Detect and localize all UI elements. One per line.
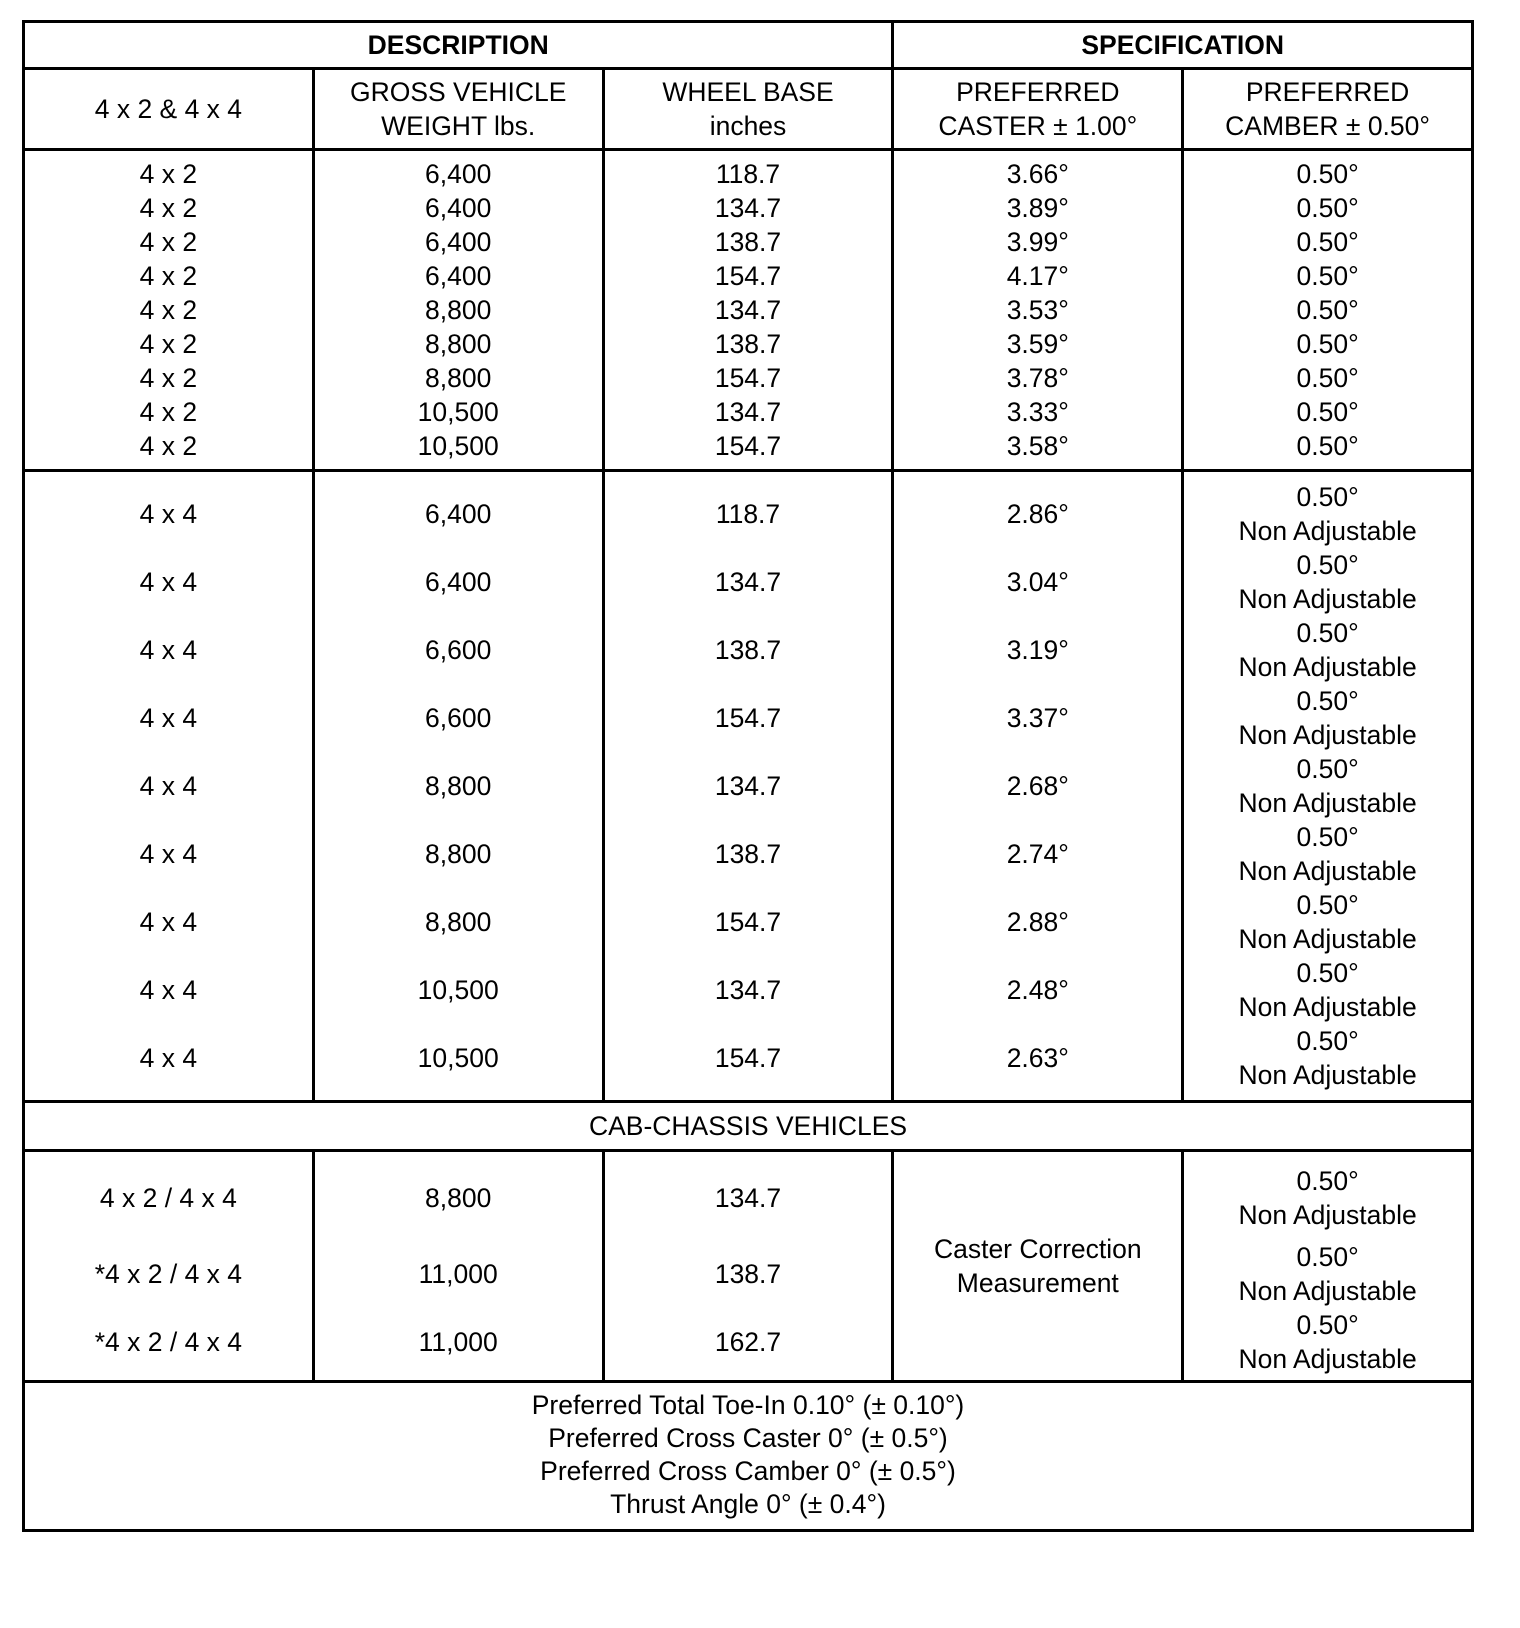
gvw-value: 6,400 (425, 159, 492, 189)
caster-value: 3.99° (1006, 227, 1069, 257)
wheelbase-header-line2: inches (709, 111, 787, 141)
gvw-value: 8,800 (425, 839, 492, 869)
drive-type-header (24, 69, 314, 150)
caster-value: 2.86° (1006, 499, 1069, 529)
gvw-value: 11,000 (418, 1259, 498, 1289)
gvw-value: 11,000 (418, 1327, 498, 1357)
camber-header-line2: CAMBER ± 0.50° (1225, 111, 1430, 141)
caster-value: 3.78° (1006, 363, 1069, 393)
wheelbase-value: 134.7 (714, 397, 782, 427)
alignment-spec-table (22, 20, 1474, 1532)
thrust-angle-note: Thrust Angle 0° (± 0.4°) (610, 1489, 886, 1519)
gvw-value: 6,400 (425, 261, 492, 291)
caster-cell (893, 150, 1183, 471)
camber-value: 0.50° (1296, 193, 1359, 223)
description-group-header: DESCRIPTION (24, 22, 893, 69)
camber-note: Non Adjustable (1238, 788, 1417, 818)
camber-entry (1184, 1024, 1471, 1092)
caster-value: 2.48° (1006, 975, 1069, 1005)
caster-value: 3.66° (1006, 159, 1069, 189)
wheelbase-value: 154.7 (714, 703, 782, 733)
gvw-value: 6,600 (425, 703, 492, 733)
wheelbase-value: 154.7 (714, 431, 782, 461)
caster-value: 2.88° (1006, 907, 1069, 937)
drive-type: 4 x 4 (139, 567, 198, 597)
gvw-header-line2: WEIGHT lbs. (381, 111, 536, 141)
wheelbase-cell (603, 150, 893, 471)
wheelbase-value: 134.7 (714, 771, 782, 801)
wheelbase-value: 134.7 (714, 295, 782, 325)
wheelbase-value: 154.7 (714, 907, 782, 937)
gvw-value: 8,800 (425, 329, 492, 359)
camber-value: 0.50° (1296, 261, 1359, 291)
caster-value: 4.17° (1006, 261, 1069, 291)
footer-notes (24, 1382, 1473, 1531)
caster-header-line1: PREFERRED (956, 77, 1120, 107)
camber-note: Non Adjustable (1238, 652, 1417, 682)
caster-value: 3.33° (1006, 397, 1069, 427)
drive-type: 4 x 2 (139, 397, 198, 427)
camber-value: 0.50° (1296, 227, 1359, 257)
camber-note: Non Adjustable (1238, 992, 1417, 1022)
wheelbase-value: 154.7 (714, 363, 782, 393)
wheelbase-header (603, 69, 893, 150)
caster-value: 3.37° (1006, 703, 1069, 733)
gvw-cell (313, 1151, 603, 1382)
drive-type: 4 x 2 (139, 363, 198, 393)
camber-note: Non Adjustable (1238, 516, 1417, 546)
caster-value: 3.89° (1006, 193, 1069, 223)
drive-type: 4 x 4 (139, 975, 198, 1005)
caster-header (893, 69, 1183, 150)
camber-value: 0.50° (1296, 329, 1359, 359)
camber-header (1183, 69, 1473, 150)
camber-value: 0.50° (1296, 1166, 1359, 1196)
drive-type-header-label: 4 x 2 & 4 x 4 (94, 94, 243, 124)
wheelbase-cell (603, 1151, 893, 1382)
drive-type: 4 x 2 / 4 x 4 (99, 1183, 237, 1213)
camber-entry (1184, 752, 1471, 820)
camber-value: 0.50° (1296, 159, 1359, 189)
drive-type: 4 x 2 (139, 261, 198, 291)
section-cab-chassis (24, 1151, 1473, 1382)
camber-value: 0.50° (1296, 686, 1359, 716)
wheelbase-value: 134.7 (714, 1183, 782, 1213)
drive-type: 4 x 2 (139, 295, 198, 325)
drive-type: *4 x 2 / 4 x 4 (94, 1327, 243, 1357)
group-header-row (24, 22, 1473, 69)
camber-value: 0.50° (1296, 1310, 1359, 1340)
camber-note: Non Adjustable (1238, 1060, 1417, 1090)
gvw-value: 10,500 (417, 431, 499, 461)
camber-cell (1183, 471, 1473, 1102)
drive-type-cell (24, 1151, 314, 1382)
camber-cell (1183, 1151, 1473, 1382)
drive-type: 4 x 4 (139, 635, 198, 665)
camber-value: 0.50° (1296, 822, 1359, 852)
drive-type: 4 x 2 (139, 431, 198, 461)
gvw-value: 8,800 (425, 771, 492, 801)
caster-header-line2: CASTER ± 1.00° (938, 111, 1138, 141)
camber-note: Non Adjustable (1238, 1200, 1417, 1230)
camber-value: 0.50° (1296, 618, 1359, 648)
gvw-header (313, 69, 603, 150)
camber-value: 0.50° (1296, 958, 1359, 988)
camber-entry (1184, 820, 1471, 888)
caster-value: 2.63° (1006, 1043, 1069, 1073)
camber-note: Non Adjustable (1238, 924, 1417, 954)
gvw-value: 8,800 (425, 1183, 492, 1213)
wheelbase-value: 118.7 (715, 159, 781, 189)
drive-type: *4 x 2 / 4 x 4 (94, 1259, 243, 1289)
gvw-value: 6,600 (425, 635, 492, 665)
caster-value: 3.53° (1006, 295, 1069, 325)
camber-value: 0.50° (1296, 431, 1359, 461)
gvw-value: 8,800 (425, 363, 492, 393)
camber-entry (1184, 888, 1471, 956)
cross-camber-note: Preferred Cross Camber 0° (± 0.5°) (540, 1456, 956, 1486)
gvw-value: 6,400 (425, 193, 492, 223)
gvw-cell (313, 471, 603, 1102)
drive-type: 4 x 4 (139, 907, 198, 937)
wheelbase-value: 138.7 (714, 227, 782, 257)
wheelbase-value: 154.7 (714, 261, 782, 291)
camber-entry (1184, 616, 1471, 684)
camber-value: 0.50° (1296, 1026, 1359, 1056)
toe-in-note: Preferred Total Toe-In 0.10° (± 0.10°) (531, 1390, 965, 1420)
drive-type: 4 x 4 (139, 499, 198, 529)
caster-value: 3.59° (1006, 329, 1069, 359)
caster-correction-line2: Measurement (956, 1268, 1119, 1298)
section-4x4 (24, 471, 1473, 1102)
caster-value: 3.58° (1006, 431, 1069, 461)
camber-entry (1184, 548, 1471, 616)
camber-value: 0.50° (1296, 295, 1359, 325)
camber-note: Non Adjustable (1238, 584, 1417, 614)
camber-entry (1184, 956, 1471, 1024)
drive-type-cell (24, 150, 314, 471)
gvw-value: 6,400 (425, 499, 492, 529)
camber-header-line1: PREFERRED (1245, 77, 1410, 107)
cross-caster-note: Preferred Cross Caster 0° (± 0.5°) (548, 1423, 948, 1453)
column-header-row (24, 69, 1473, 150)
caster-value: 2.74° (1006, 839, 1069, 869)
camber-value: 0.50° (1296, 363, 1359, 393)
drive-type: 4 x 4 (139, 839, 198, 869)
camber-note: Non Adjustable (1238, 1276, 1417, 1306)
wheelbase-value: 154.7 (714, 1043, 782, 1073)
drive-type: 4 x 4 (139, 1043, 198, 1073)
drive-type: 4 x 2 (139, 159, 198, 189)
camber-cell (1183, 150, 1473, 471)
drive-type: 4 x 2 (139, 329, 198, 359)
caster-value: 2.68° (1006, 771, 1069, 801)
drive-type: 4 x 4 (139, 703, 198, 733)
gvw-value: 10,500 (417, 397, 499, 427)
cab-chassis-title: CAB-CHASSIS VEHICLES (24, 1102, 1473, 1151)
camber-value: 0.50° (1296, 890, 1359, 920)
caster-correction-cell (893, 1151, 1183, 1382)
gvw-value: 6,400 (425, 567, 492, 597)
gvw-value: 8,800 (425, 295, 492, 325)
caster-value: 3.04° (1006, 567, 1069, 597)
gvw-value: 10,500 (417, 975, 499, 1005)
camber-value: 0.50° (1296, 482, 1359, 512)
drive-type: 4 x 2 (139, 227, 198, 257)
camber-value: 0.50° (1296, 1242, 1359, 1272)
wheelbase-value: 134.7 (714, 567, 782, 597)
gvw-value: 8,800 (425, 907, 492, 937)
drive-type: 4 x 2 (139, 193, 198, 223)
camber-entry (1184, 1240, 1471, 1308)
drive-type-cell (24, 471, 314, 1102)
section-4x2 (24, 150, 1473, 471)
caster-correction-line1: Caster Correction (933, 1234, 1142, 1264)
camber-value: 0.50° (1296, 397, 1359, 427)
caster-cell (893, 471, 1183, 1102)
camber-value: 0.50° (1296, 550, 1359, 580)
footer-row (24, 1382, 1473, 1531)
specification-group-header: SPECIFICATION (893, 22, 1473, 69)
drive-type: 4 x 4 (139, 771, 198, 801)
wheelbase-value: 162.7 (714, 1327, 782, 1357)
wheelbase-header-line1: WHEEL BASE (662, 77, 834, 107)
camber-note: Non Adjustable (1238, 1344, 1417, 1374)
cab-chassis-title-row (24, 1102, 1473, 1151)
gvw-header-line1: GROSS VEHICLE (349, 77, 567, 107)
wheelbase-value: 138.7 (714, 1259, 782, 1289)
camber-entry (1184, 1308, 1471, 1376)
camber-note: Non Adjustable (1238, 720, 1417, 750)
caster-value: 3.19° (1006, 635, 1069, 665)
wheelbase-value: 134.7 (714, 193, 782, 223)
wheelbase-value: 138.7 (714, 839, 782, 869)
wheelbase-value: 138.7 (714, 329, 782, 359)
camber-entry (1184, 480, 1471, 548)
wheelbase-value: 134.7 (714, 975, 782, 1005)
gvw-cell (313, 150, 603, 471)
wheelbase-value: 118.7 (715, 499, 781, 529)
camber-entry (1184, 1156, 1471, 1240)
wheelbase-cell (603, 471, 893, 1102)
camber-entry (1184, 684, 1471, 752)
gvw-value: 6,400 (425, 227, 492, 257)
wheelbase-value: 138.7 (714, 635, 782, 665)
camber-value: 0.50° (1296, 754, 1359, 784)
gvw-value: 10,500 (417, 1043, 499, 1073)
camber-note: Non Adjustable (1238, 856, 1417, 886)
